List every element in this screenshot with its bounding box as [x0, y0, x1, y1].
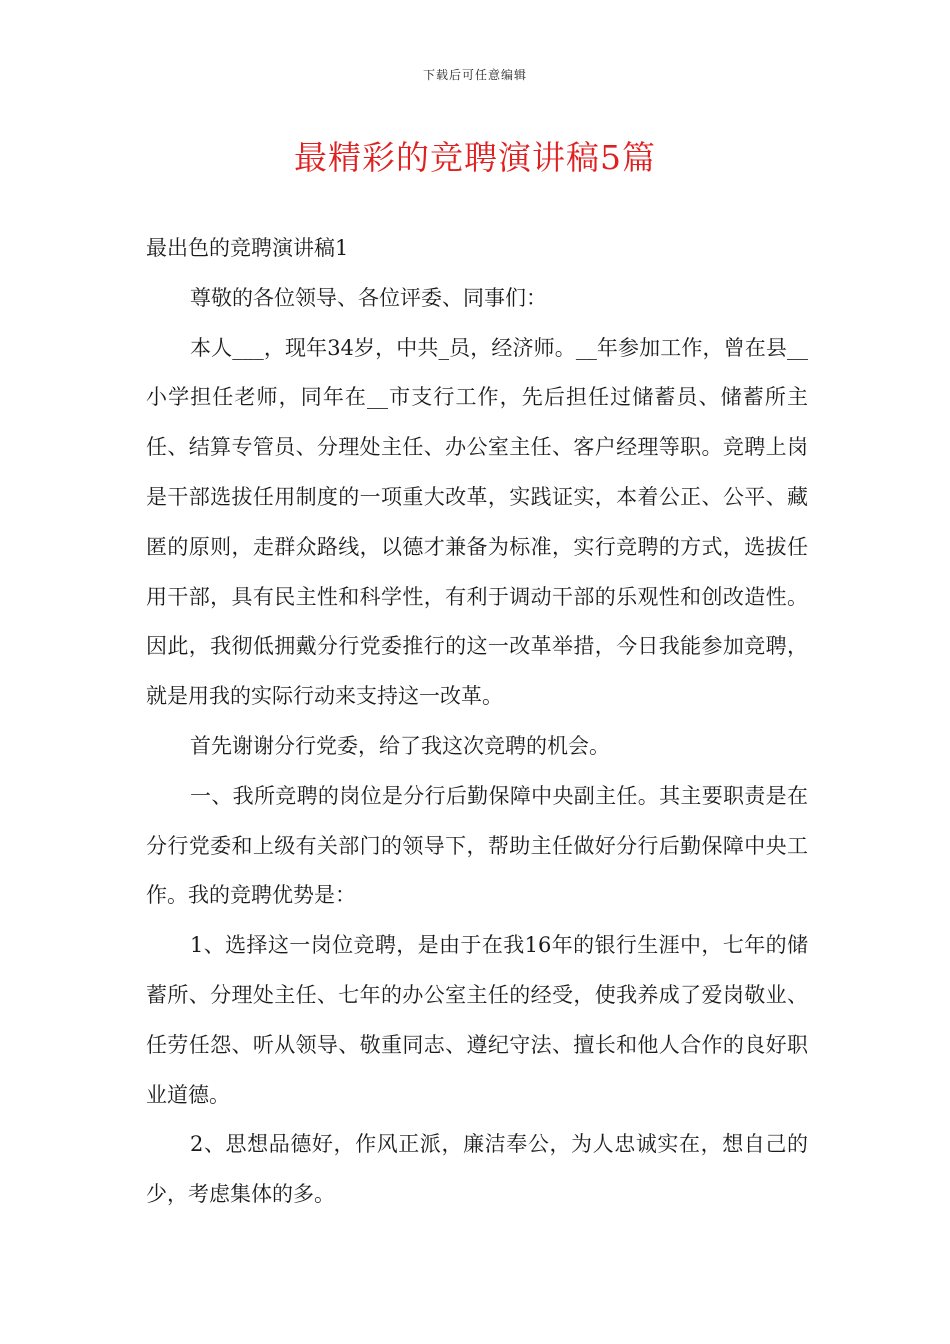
paragraph-self-introduction: 本人___，现年34岁，中共_员，经济师。__年参加工作，曾在县__小学担任老师，同年在__市支行工作，先后担任过储蓄员、储蓄所主任、结算专管员、分理处主任、办公室主任、客户经理等职。竞聘上岗是干部选拔任用制度的一项重大改革，实践证实，本着公正、公平、藏匿的原则，走群众路线，以德才兼备为标准，实行竞聘的方式，选拔任用干部，具有民主性和科学性，有利于调动干部的乐观性和创改造性。因此，我彻低拥戴分行党委推行的这一改革举措，今日我能参加竞聘，就是用我的实际行动来支持这一改革。: [146, 335, 808, 709]
document-title: 最精彩的竞聘演讲稿5篇: [294, 138, 656, 177]
paragraph-thanks: 首先谢谢分行党委，给了我这次竞聘的机会。: [190, 733, 610, 758]
document-body: [146, 224, 808, 1220]
paragraph-advantage-1: 1、选择这一岗位竞聘，是由于在我16年的银行生涯中，七年的储蓄所、分理处主任、七年的办公室主任的经受，使我养成了爱岗敬业、任劳任怨、听从领导、敬重同志、遵纪守法、擅长和他人合作的良好职业道德。: [146, 933, 808, 1107]
paragraph-salutation: 尊敬的各位领导、各位评委、同事们：: [190, 285, 547, 310]
paragraph-advantage-2: 2、思想品德好，作风正派，廉洁奉公，为人忠诚实在，想自己的少，考虑集体的多。: [146, 1132, 808, 1207]
header-note: 下载后可任意编辑: [422, 68, 527, 82]
paragraph-position: 一、我所竞聘的岗位是分行后勤保障中央副主任。其主要职责是在分行党委和上级有关部门的领导下，帮助主任做好分行后勤保障中央工作。我的竞聘优势是：: [146, 783, 808, 908]
section-heading: 最出色的竞聘演讲稿1: [146, 236, 349, 260]
